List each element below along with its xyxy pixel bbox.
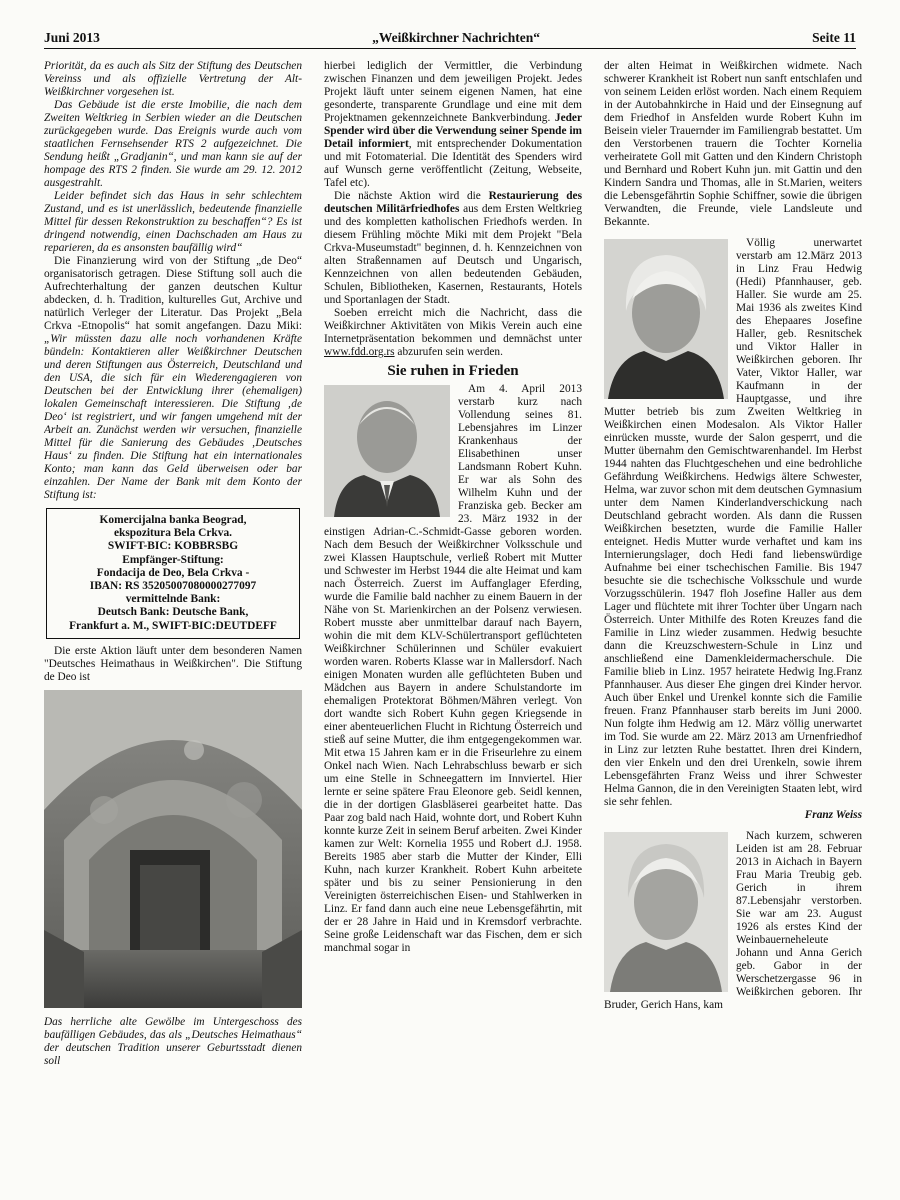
page-header (44, 30, 856, 49)
bank-line: ekspozitura Bela Crkva. (113, 527, 233, 540)
paragraph: Die erste Aktion läuft unter dem besonderen Namen "Deutsches Heimathaus in Weißkirchen". Die Stiftung de Deo ist (44, 644, 302, 683)
vault-photo (44, 690, 302, 1008)
paragraph: Die nächste Aktion wird die Restaurierung des deutschen Militärfriedhofes aus dem Ersten Weltkrieg und des kompletten katholischen Friedhofs werden. In diesem Frühling möchte Miki mit dem Projekt "Bela Crkva-Museumstadt" beginnen, d. h. Kennzeichnen von alten Straßennamen auf Deutsch und Ungarisch, Kennzeichnen von allen bedeutenden Gebäuden, Schulen, Bibliotheken, Kasernen, Restaurants, Hotels und Sportanlagen der Stadt. (324, 190, 582, 306)
paragraph: Leider befindet sich das Haus in sehr schlechtem Zustand, und es ist unerlässlich, bedeutende finanzielle Mittel für dessen Rekonstruktion zu beschaffen“? Es ist dringend notwendig, einen Dachschaden am Haus zu reparieren, da es ansonsten baufällig wird“ (44, 190, 302, 254)
bank-line: Fondacija de Deo, Bela Crkva - (96, 566, 250, 579)
paragraph: hierbei lediglich der Vermittler, die Verbindung zwischen Finanzen und dem jeweiligen Projekt. Jedes Projekt läuft unter seinem eigenen Namen, hat eine gesonderte, transparente Grundlage und eine mit dem Projektnamen gekennzeichnete Bankverbindung. Jeder Spender wird über die Verwendung seiner Spende im Detail informiert, mit entsprechender Dokumentation und mit Fotomaterial. Die Identität des Spenders wird auf Wunsch gerne veröffentlicht (Zeitung, Webseite, Tafel etc). (324, 60, 582, 189)
author-signature: Franz Weiss (804, 809, 862, 821)
column-2 (324, 60, 582, 1192)
photo-caption: Das herrliche alte Gewölbe im Untergeschoss des baufälligen Gebäudes, das als „Deutsches Heimathaus“ der deutschen Tradition unserer Geburtsstadt dienen soll (44, 1015, 302, 1067)
paragraph: Die Finanzierung wird von der Stiftung „de Deo“ organisatorisch getragen. Diese Stiftung soll auch die Aufrechterhaltung der ganzen deutschen Kultur abdecken, d. h. Tradition, kulturelles Gut, Archive und natürlich Verleger der Literatur. Das Projekt „Bela Crkva -Etnopolis“ hat somit angefangen. Dazu Miki: „Wir müssten dazu alle noch vorhandenen Kräfte bündeln: Kontaktieren aller Weißkirchner Deutschen und deren Stiftungen aus Österreich, Deutschland und den USA, die sich für ein Wiederengagieren von Deutschen bei der Entwicklung ihrer (ehemaligen) lokalen Gemeinschaft interessieren. Die Stiftung ‚de Deo‘ ist registriert, und wir fangen umgehend mit der Arbeit an. Zunächst werden wir versuchen, finanzielle Mittel für die Sanierung des Gebäudes ‚Deutsches Haus‘ zu finden. Die Stiftung hat ein internationales Konto; man kann das Geld überweisen oder bar einzahlen. Der Name der Bank mit dem Konto der Stiftung ist: (44, 255, 302, 501)
obituary-maria-treubig: Nach kurzem, schweren Leiden ist am 28. Februar 2013 in Aichach in Bayern Frau Maria Treubig geb. Gerich in ihrem 87.Lebensjahr verstorben. Sie war am 23. August 1926 als erstes Kind der Weinbauerneheleute Johann und Anna Gerich geb. Gabor in der Werschetzergasse 96 in Weißkirchen geboren. Ihr Bruder, Gerich Hans, kam (604, 830, 862, 1011)
bank-line: SWIFT-BIC: KOBBRSBG (107, 540, 239, 553)
issue-date: Juni 2013 (44, 30, 100, 45)
bank-line: Deutsch Bank: Deutsche Bank, (97, 606, 249, 619)
portrait-photo-maria-treubig (604, 832, 728, 992)
paragraph: Das Gebäude ist die erste Imobilie, die nach dem Zweiten Weltkrieg in Serbien wieder an die Deutschen zurückgegeben wurde. Das Ereignis wurde auch vom staatlichen Fernsehsender RTS 2 aufgezeichnet. Die Sendung heißt „Gradjanin“, und man kann sie auf der hompage des RTS 2 finden. Sie wurde am 29. 12. 2012 ausgestrahlt. (44, 99, 302, 189)
bank-line: vermittelnde Bank: (125, 593, 221, 606)
portrait-photo-hedwig-pfannhauser (604, 239, 728, 399)
bank-line: IBAN: RS 35205007080000277097 (89, 580, 257, 593)
website-link[interactable]: www.fdd.org.rs (324, 346, 395, 358)
column-3 (604, 60, 862, 1192)
column-1 (44, 60, 302, 1192)
obituary-hedwig-pfannhauser: Völlig unerwartet verstarb am 12.März 2013 in Linz Frau Hedwig (Hedi) Pfannhauser, geb. Haller. Sie wurde am 25. Mai 1936 als zweites Kind des Ehepaares Josefine Haller, geb. Resnitschek und Viktor Haller in Weißkirchen geboren. Ihr Vater, Viktor Haller, war Kaufmann in der Hauptgasse, und ihre Mutter betrieb bis zum Zweiten Weltkrieg in Weißkirchen einen Modesalon. Als Viktor Haller einrücken musste, wurde der Salon gesperrt, und die Mutter übernahm den Gemischtwarenhandel. Im Herbst 1944 nahten das Fluchtgeschehen und eine bedrohliche Gefährdung Weißkirchens. Hedwigs ältere Schwester, Helma, war zuvor schon mit dem deutschen Gymnasium unter dem Namen Kinderlandverschickung nach Deutschland gebracht worden. Als dann die Russen Weißkirchen besetzten, wurde die Familie Haller enteignet. Hedis Mutter wurde verhaftet und kam ins Internierungslager, doch Hedi fand liebenswürdige Aufnahme bei einer tschechischen Familie. Bis 1947 besuchte sie die tschechische Volksschule und wurde Vorzugsschülerin. 1947 floh Josefine Haller aus dem Lager und flüchtete mit ihrer Tochter über Ungarn nach Österreich. Unter Mithilfe des Roten Kreuzes fand die Familie in Linz wieder zusammen. Hedwig besuchte dann die Kreuzschwestern-Schule in Linz und anschließend eine Damenkleidermacherschule. Die Familie blieb in Linz. 1957 heiratete Hedwig Ing.Franz Pfannhauser. Aus dieser Ehe gingen drei Kinder hervor. Auch über Enkel und Urenkel konnte sich die Familie freuen. Franz Pfannhauser starb bereits im Juni 2000. Nun folgte ihm Hedwig am 12. März völlig unerwartet im Tod. Sie wurde am 22. März 2013 am Urnenfriedhof in Linz zur letzten Ruhe bestattet. Ihren drei Kindern, den vier Enkeln und den drei Urenkeln, sowie ihrem Lebensgefährten Franz Weiss und ihrer Schwester Helma Gannon, die in den Vereinigten Staaten lebt, wird sie sehr fehlen. (604, 237, 862, 808)
newspaper-title: „Weißkirchner Nachrichten“ (372, 30, 540, 45)
paragraph: Soeben erreicht mich die Nachricht, dass die Weißkirchner Aktivitäten von Mikis Verein auch eine Internetpräsentation bekommen und demnächst unter www.fdd.org.rs abzurufen sein werden. (324, 307, 582, 358)
bank-line: Empfänger-Stiftung: (122, 553, 224, 566)
article-columns (44, 60, 862, 1192)
paragraph: Priorität, da es auch als Sitz der Stiftung des Deutschen Vereinss und als offizielle Vertretung der Alt-Weißkirchner vorgesehen ist. (44, 60, 302, 98)
portrait-photo-robert-kuhn (324, 385, 450, 517)
bank-details-box (46, 508, 300, 639)
bank-line: Komercijalna banka Beograd, (99, 514, 247, 526)
bank-line: Frankfurt a. M., SWIFT-BIC:DEUTDEFF (69, 619, 277, 632)
obituary-robert-kuhn: Am 4. April 2013 verstarb kurz nach Vollendung seines 81. Lebensjahres im Linzer Krankenhaus der Elisabethinen unser Landsmann Robert Kuhn. Er war als Sohn des Wilhelm Kuhn und der Franziska geb. Becker am 23. März 1932 in der einstigen Adrian-C.-Schmidt-Gasse geboren worden. Nach dem Besuch der Weißkirchner Volksschule und zwei Klassen Hauptschule, verließ Robert mit Mutter und Schwester im Herbst 1944 die alte Heimat und kam nach Österreich. Zuerst im Auffanglager Eferding, wurde die Familie bald nachher zu einem Bauern in der Nähe von St. Marienkirchen an der Polsenz verwiesen. Robert musste aber unmittelbar darauf nach Bayern, wohin die mit dem KLV-Schülertransport geflüchteten Weißkirchner Schülerinnen und Schüler evakuiert worden waren. Roberts Klasse war in Mallersdorf. Nach einigen Monaten wurden alle geflüchteten Buben und Mädchen aus Bayern in andere Schulstandorte im ehemaligen Protektorat Böhmen/Mähren verlegt. Von dort wandte sich Robert Kuhn gegen Kriegsende in einer abenteuerlichen Flucht in Richtung Österreich und stieß auf seine Mutter, die ihm entgegengekommen war. Mit etwa 15 Jahren kam er in die Friseurlehre zu einem Onkel nach Wien. Nach Lehrabschluss bewarb er sich um eine Stelle in Schneegattern im Innviertel. Hier lernte er seine spätere Frau Eleonore geb. Seidl kennen, die in der dortigen Glasbläserei gearbeitet hatte. Das Paar zog bald nach Haid, wohnte dort, und Robert Kuhn konnte kurze Zeit in seinem Beruf arbeiten. Zwei Kinder kamen zur Welt: Kornelia 1955 und Robert d.J. 1958. Bereits 1985 aber starb die Mutter der Kinder, Elli Kuhn, nach kurzer Krankheit. Robert Kuhn arbeitete später und bis zu seiner Pensionierung in den Vereinigten österreichischen Eisen- und Stahlwerken in Linz. Er fand dann auch eine neue Lebensgefährtin, mit der er 28 Jahre in Haid und in Kremsdorf verbrachte. Seine große Leidenschaft war das Fischen, dem er sich manchmal sogar in (324, 383, 582, 954)
section-title: Sie ruhen in Frieden (387, 363, 519, 379)
page-number: Seite 11 (812, 30, 856, 45)
paragraph: der alten Heimat in Weißkirchen widmete. Nach schwerer Krankheit ist Robert nun sanft entschlafen und von seinem Leiden erlöst worden. Nach einem Requiem in der Autobahnkirche in Haid und der Einsegnung auf dem Friedhof in Ansfelden wurde Robert Kuhn im Beisein vieler Trauernder im Familiengrab bestattet. Um den Verstorbenen trauern die Tochter Kornelia verheiratete Goll mit Gatten und den Kindern Christoph und Bernhard und Robert Kuhn jun. mit Gattin und den Kindern Sandra und Thomas, alle in St.Marien, weiters die Lebensgefährtin Sophie Schiffner, sowie die übrigen Verwandten, die Freunde, viele Landsleute und Bekannte. (604, 60, 862, 228)
